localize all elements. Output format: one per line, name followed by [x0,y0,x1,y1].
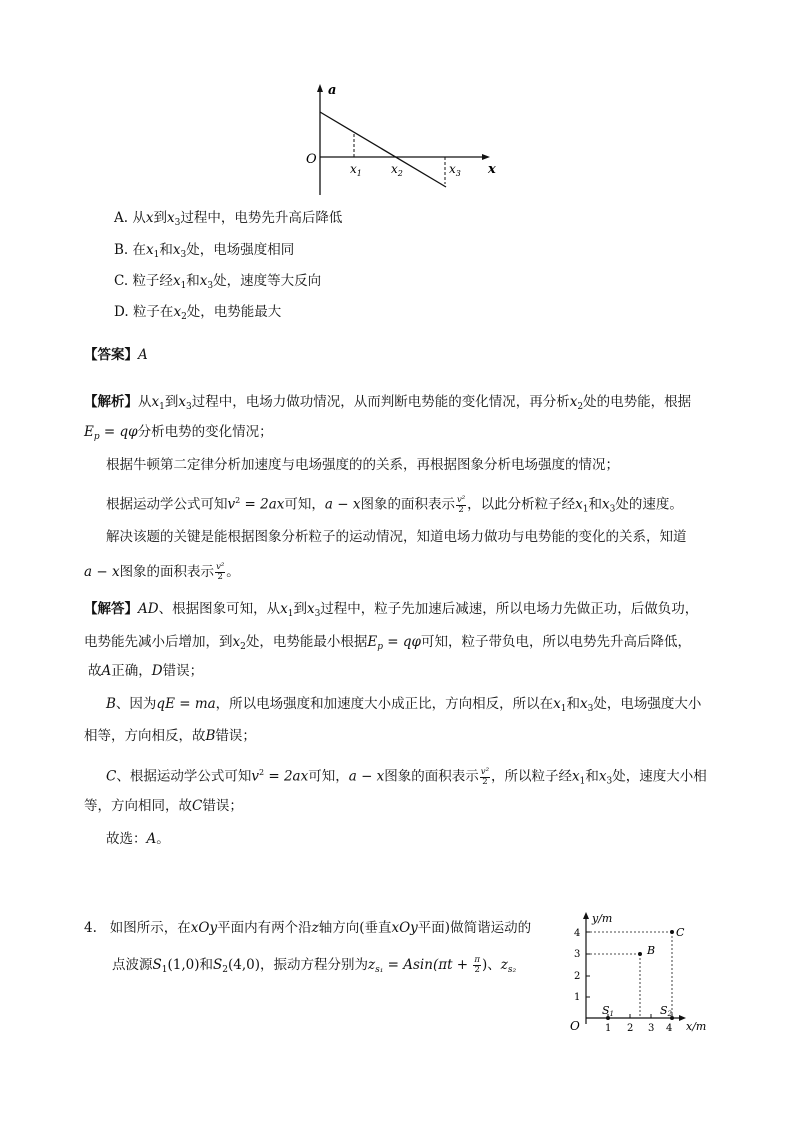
y-axis-arrow-icon [583,912,589,919]
analysis-line-5: 解决该题的关键是能根据图象分析粒子的运动情况，知道电场力做功与电势能的变化的关系，知道 [106,529,687,545]
analysis-line-3: 根据牛顿第二定律分析加速度与电场强度的的关系，再根据图象分析电场强度的情况； [106,457,619,473]
option-c: C. 粒子经$x_1$和$x_3$处，速度等大反向 [114,273,322,291]
a-x-graph [300,80,510,200]
y-tick-4: 4 [574,928,581,939]
solution-line-8: 故选：A。 [106,831,170,847]
option-b: B. 在$x_1$和$x_3$处，电场强度相同 [114,242,295,260]
xoy-graph [562,908,722,1036]
y-tick-1: 1 [574,992,581,1003]
point-b-label: B [647,944,656,957]
y-axis-label: y/m [592,912,613,925]
o-label: O [306,152,317,167]
point-b [638,952,642,956]
analysis-line-6: a − x图象的面积表示 $\frac{\text{v²}}{2}$ 。 [84,562,240,582]
point-s1-label: S1 [602,1004,615,1018]
question4-line-2: 点波源$S_1(1,0)$和$S_2(4,0)$，振动方程分别为$z_{s_1} = Asin(\pi t$ + $\frac{\pi}{2}$ )、$z_{s_2}$ [112,955,517,975]
origin-label: O [570,1019,580,1033]
x-tick-3: 3 [648,1023,655,1034]
solution-line-5: 相等，方向相反，故B错误； [84,728,256,744]
solution-line-7: 等，方向相同，故C错误； [84,798,243,814]
point-c-label: C [676,926,685,939]
x-axis-arrow-icon [482,154,490,160]
graph-line [320,112,446,187]
question4-line-1: 4. 如图所示，在xOy平面内有两个沿z轴方向(垂直xOy平面)做简谐运动的 [84,920,532,936]
option-d: D. 粒子在$x_2$处，电势能最大 [114,304,282,322]
x1-label: $x_1$ [350,162,362,178]
a-axis-arrow-icon [317,84,323,92]
solution-line-2: 电势能先减小后增加，到$x_2$处，电势能最小根据$E_p = q\varphi$可知，粒子带负电，所以电势先升高后降低， [84,634,691,652]
analysis-line-1: 【解析】从$x_1$到$x_3$过程中，电场力做功情况，从而判断电势能的变化情况，再分析$x_2$处的电势能，根据 [84,394,692,412]
point-c [670,930,674,934]
solution-line-4: B、因为qE = ma，所以电场强度和加速度大小成正比，方向相反，所以在$x_1$和$x_3$处，电场强度大小 [106,696,702,714]
y-tick-2: 2 [574,971,581,982]
answer: 【答案】A [84,347,148,363]
x-label: x [488,162,496,177]
point-s2-label: S2 [660,1004,673,1018]
a-label: a [328,83,337,98]
x-tick-2: 2 [627,1023,634,1034]
analysis-line-4: 根据运动学公式可知$v^2 = 2ax$可知，a − x图象的面积表示 $\frac{\text{v²}}{2}$ ，以此分析粒子经$x_1$和$x_3$处的速度。 [106,494,683,515]
x3-label: $x_3$ [449,162,461,178]
x2-label: $x_2$ [391,162,403,178]
option-a: A. 从x到$x_3$过程中，电势先升高后降低 [114,210,343,228]
x-tick-4: 4 [666,1023,673,1034]
x-axis-2-arrow-icon [679,1015,686,1021]
solution-line-3: 故A正确，D错误； [88,663,204,679]
solution-line-6: C、根据运动学公式可知$v^2 = 2ax$可知，a − x图象的面积表示 $\frac{\text{v²}}{2}$ ，所以粒子经$x_1$和$x_3$处，速度大小相 [106,766,707,787]
y-tick-3: 3 [574,949,581,960]
analysis-line-2: $E_p = q\varphi$分析电势的变化情况； [84,424,273,442]
x-axis-label: x/m [686,1020,707,1033]
solution-line-1: 【解答】AD、根据图象可知，从$x_1$到$x_3$过程中，粒子先加速后减速，所以电场力先做正功，后做负功， [84,601,699,619]
x-tick-1: 1 [605,1023,612,1034]
